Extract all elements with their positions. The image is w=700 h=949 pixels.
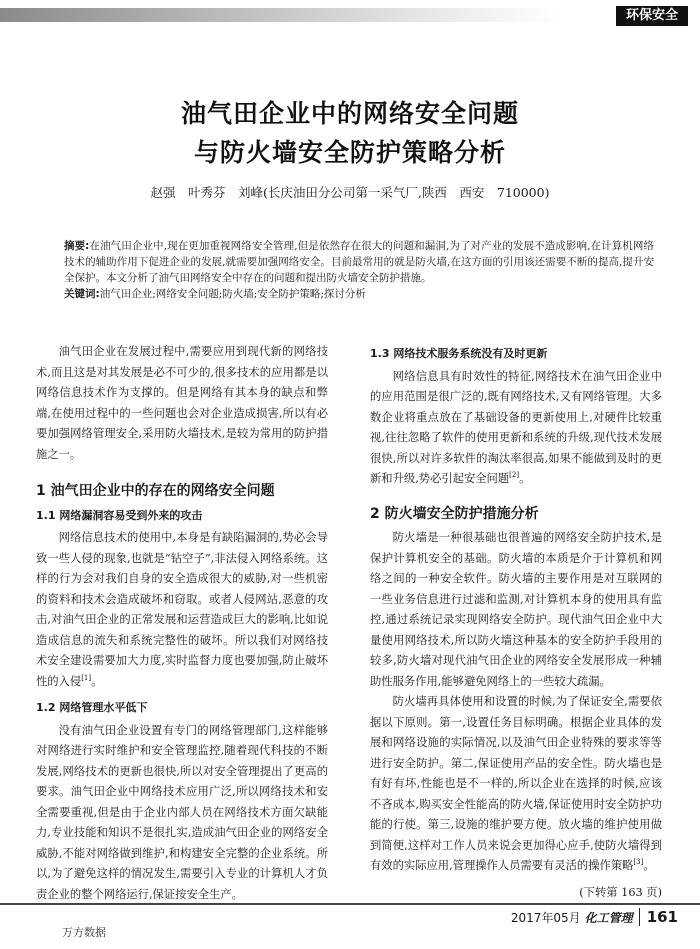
abstract xyxy=(64,238,654,302)
abstract-text: 在油气田企业中,现在更加重视网络安全管理,但是依然存在很大的问题和漏洞,为了对产业的发展不造成影响,在计算机网络技术的辅助作用下促进企业的发展,就需要加强网络安全。目前最常用的就是防火墙,在这方面的引用该还需要不断的提高,提升安全保护。本文分析了油气田网络安全中存在的问题和提出防火墙安全防护措施。 xyxy=(64,240,654,284)
reference-1: [1] xyxy=(81,673,92,682)
keywords: 油气田企业;网络安全问题;防火墙;安全防护策略;探讨分析 xyxy=(99,288,366,300)
section-1-3-text: 网络信息具有时效性的特征,网络技术在油气田企业中的应用范围是很广泛的,既有网络技术,又有网络管理。大多数企业将重点放在了基础设备的更新使用上,对硬件比较重视,往往忽略了软件的使用更新和系统的升级,现代技术发展很快,所以对许多软件的淘汰率很高,如果不能做到及时的更新和升级,势必引起安全问题 xyxy=(370,369,662,485)
reference-2: [2] xyxy=(509,471,520,480)
magazine-name: 化工管理 xyxy=(584,911,633,925)
section-2-paragraph-2 xyxy=(370,692,662,877)
right-column xyxy=(370,342,662,903)
section-1-1-heading: 1.1 网络漏洞容易受到外来的攻击 xyxy=(36,508,203,522)
section-2-paragraph-1: 防火墙是一种很基础也很普遍的网络安全防护技术,是保护计算机安全的基础。防火墙的本质是介于计算机和网络之间的一种安全软件。防火墙的主要作用是对互联网的一些业务信息进行过滤和监测,对计算机本身的使用具有监控,通过系统记录实现网络安全防护。现代油气田企业中大量使用网络技术,所以防火墙这种基本的安全防护手段用的较多,防火墙对现代油气田企业的网络安全发展形成一种辅助性服务作用,能够避免网络上的一些较大疏漏。 xyxy=(370,531,662,688)
left-column xyxy=(36,342,328,905)
section-1-2-heading: 1.2 网络管理水平低下 xyxy=(36,701,148,714)
database-watermark: 万方数据 xyxy=(62,926,106,939)
footer xyxy=(511,908,678,926)
sentence-end: 。 xyxy=(519,472,531,485)
article-title-line-1: 油气田企业中的网络安全问题 xyxy=(180,99,519,128)
footer-divider xyxy=(0,903,700,905)
section-1-3-heading: 1.3 网络技术服务系统没有及时更新 xyxy=(370,347,548,360)
section-1-1-text: 网络信息技术的使用中,本身是有缺陷漏洞的,势必会导致一些人侵的现象,也就是“钻空子”,非法侵入网络系统。这样的行为会对我们自身的安全造成很大的威胁,对一些机密的资料和技术会造成破坏和窃取。或者人侵网站,恶意的攻击,对油气田企业的正常发展和运营造成巨大的影响,比如说造成信息的流失和系统完整性的破坏。所以我们对网络技术安全建设需要加大力度,实时监督力度也要加强,防止破坏性的入侵 xyxy=(36,531,328,688)
keywords-label: 关键词: xyxy=(64,288,100,300)
reference-3: [3] xyxy=(633,858,644,867)
header-bar xyxy=(0,0,700,30)
abstract-label: 摘要: xyxy=(64,240,90,252)
authors: 赵强 叶秀芬 刘峰(长庆油田分公司第一采气厂,陕西 西安 710000) xyxy=(150,185,550,200)
sentence-end: 。 xyxy=(643,859,655,872)
section-1-2-paragraph: 没有油气田企业设置有专门的网络管理部门,这样能够对网络进行实时维护和安全管理监控,随着现代科技的不断发展,网络技术的更新也很快,所以对安全管理提出了更高的要求。油气田企业中网络技术应用广泛,所以网络技术和安全需要重视,但是由于企业内部人员在网络技术方面欠缺能力,专业技能和知识不是很扎实,造成油气田企业的网络安全威胁,不能对网络做到维护,和构建安全完整的企业系统。所以,为了避免这样的情况发生,需要引入专业的计算机人才负责企业的整个网络运行,保证按安全生产。 xyxy=(36,723,328,901)
header-gradient-strip xyxy=(0,8,560,22)
section-2-heading: 2 防火墙安全防护措施分析 xyxy=(370,505,539,522)
section-2-text-2: 防火墙再具体使用和设置的时候,为了保证安全,需要依据以下原则。第一,设置任务目标明确。根据企业具体的发展和网络设施的实际情况,以及油气田企业特殊的要求等等进行安全防护。第二,保证使用产品的安全性。防火墙也是有好有坏,性能也是不一样的,所以企业在选择的时候,应该不吝成本,购买安全性能高的防火墙,保证使用时安全防护功能的行使。第三,设施的维护要方便。放火墙的维护使用做到简便,这样对工作人员来说会更加得心应手,使防火墙得到有效的实际应用,管理操作人员需要有灵活的操作策略 xyxy=(370,695,662,872)
section-1-heading: 1 油气田企业中的存在的网络安全问题 xyxy=(36,483,275,499)
section-tag: 环保安全 xyxy=(616,6,688,26)
continued-note: (下转第 163 页) xyxy=(579,885,662,899)
section-1-3-paragraph xyxy=(370,367,662,490)
section-1-1-paragraph xyxy=(36,528,328,692)
article-title-line-2: 与防火墙安全防护策略分析 xyxy=(193,138,506,167)
page-number: 161 xyxy=(639,908,678,926)
sentence-end: 。 xyxy=(91,674,103,688)
issue-date: 2017年05月 xyxy=(510,911,581,925)
intro-paragraph: 油气田企业在发展过程中,需要应用到现代新的网络技术,而且这是对其发展是必不可少的,很多技术的应用都是以网络信息技术作为支撑的。但是网络有其本身的缺点和弊端,在使用过程中的一些问题也会对企业造成损害,所以有必要加强网络管理安全,采用防火墙技术,是较为常用的防护措施之一。 xyxy=(36,345,328,461)
